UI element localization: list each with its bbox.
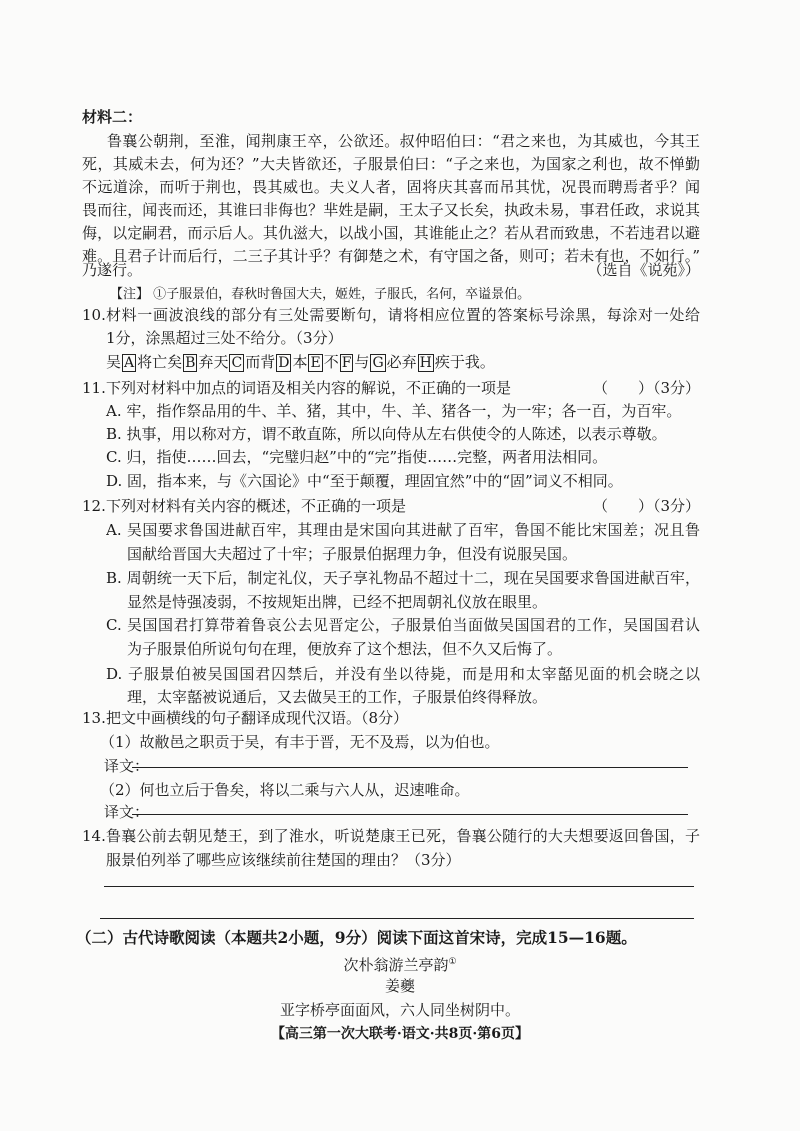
poem-line: 亚字桥亭面面风，六人同坐树阴中。 (279, 1001, 520, 1019)
page-footer: 【高三第一次大联考·语文·共8页·第6页】 (270, 1026, 530, 1042)
section-heading: （二）古代诗歌阅读（本题共2小题，9分）阅读下面这首宋诗，完成15—16题。 (76, 928, 637, 947)
answer-line-2[interactable] (100, 918, 694, 919)
poem-author: 姜夔 (384, 977, 415, 995)
answer-box-a[interactable]: A (124, 355, 135, 371)
answer-box-g[interactable]: G (372, 355, 384, 371)
passage-line: 不远道涂，而听于荆也，畏其威也。夫义人者，固将庆其喜而吊其忧，况畏而聘焉者乎？闻 (82, 178, 700, 196)
passage-line: 乃遂行。 (82, 261, 143, 279)
answer-line-2[interactable] (132, 814, 688, 815)
answer-box-c[interactable]: C (231, 355, 243, 371)
answer-box-h[interactable]: H (419, 355, 432, 371)
passage-line: 死，其威未去，何为还？”大夫皆欲还，子服景伯曰：“子之来也，为国家之利也，故不惮勤 (82, 155, 700, 173)
option-c-cont: 为子服景伯所说句句在理，便放弃了这个想法，但不久又后悔了。 (127, 640, 563, 658)
note: 【注】 ①子服景伯，春秋时鲁国大夫，姬姓，子服氏，名何，卒谥景伯。 (110, 287, 531, 302)
answer-line-1[interactable] (104, 886, 694, 887)
option-b-cont: 显然是恃强凌弱，不按规矩出牌，已经不把周朝礼仪放在眼里。 (127, 593, 548, 611)
question-stem: 1分，涂黑超过三处不给分。（3分） (106, 329, 343, 347)
option-c: C. 归，指使……回去，“完璧归赵”中的“完”指使……完整，两者用法相同。 (106, 448, 608, 466)
answer-label: 译文： (104, 757, 150, 775)
option-a-cont: 国献给晋国大夫超过了十牢；子服景伯据理力争，但没有说服吴国。 (127, 545, 578, 563)
passage-line: 侮，以定嗣君，而示后人。其仇滋大，以战小国，其谁能止之？若从君而致患，不若违君以避 (82, 224, 700, 242)
answer-blank[interactable]: （ ）（3分） (592, 379, 700, 397)
material-title: 材料二： (82, 108, 143, 126)
passage-line: 鲁襄公朝荆，至淮，闻荆康王卒，公欲还。叔仲昭伯曰：“君之来也，为其威也，今其王 (107, 132, 700, 150)
question-number: 10. (82, 306, 106, 324)
question-number: 14. (82, 827, 106, 845)
source: （选自《说苑》） (587, 261, 700, 279)
answer-label: 译文： (104, 803, 150, 821)
sentence-2: （2）何也立后于鲁矣，将以二乘与六人从，迟速唯命。 (100, 781, 470, 799)
answer-box-b[interactable]: B (185, 355, 196, 371)
passage-line: 难。且君子计而后行，二三子其计乎？有御楚之术，有守国之备，则可；若未有也，不如行。” (82, 247, 700, 265)
answer-box-d[interactable]: D (278, 355, 290, 371)
punctuation-sentence: 吴 A 将亡矣 B 弃天 C 而背 D 本 E 不 F 与 G 必弃 H 疾于我。 (106, 353, 495, 371)
question-stem: 鲁襄公前去朝见楚王，到了淮水，听说楚康王已死，鲁襄公随行的大夫想要返回鲁国，子 (106, 827, 700, 845)
question-number: 13. (82, 709, 106, 727)
question-number: 12. (82, 497, 106, 515)
poem-title: 次朴翁游兰亭韵① (343, 956, 457, 974)
answer-blank[interactable]: （ ）（3分） (592, 497, 700, 515)
question-stem: 服景伯列举了哪些应该继续前往楚国的理由？（3分） (106, 851, 461, 869)
option-a: A. 吴国要求鲁国进献百牢，其理由是宋国向其进献了百牢，鲁国不能比宋国差；况且鲁 (106, 521, 700, 539)
option-d: D. 子服景伯被吴国国君囚禁后，并没有坐以待毙，而是用和太宰嚭见面的机会晓之以 (106, 665, 700, 683)
answer-box-f[interactable]: F (341, 355, 352, 371)
option-b: B. 周朝统一天下后，制定礼仪，天子享礼物品不超过十二，现在吴国要求鲁国进献百牢， (106, 569, 700, 587)
option-a: A. 牢，指作祭品用的牛、羊、猪，其中，牛、羊、猪各一，为一牢；各一百，为百牢。 (106, 402, 682, 420)
question-stem: 把文中画横线的句子翻译成现代汉语。（8分） (106, 709, 409, 727)
option-d: D. 固，指本来，与《六国论》中“至于颠覆，理固宜然”中的“固”词义不相同。 (106, 472, 623, 490)
question-stem: 下列对材料有关内容的概述，不正确的一项是 (106, 497, 407, 515)
answer-line-1[interactable] (132, 767, 688, 768)
sentence-1: （1）故敝邑之职贡于吴，有丰于晋，无不及焉，以为伯也。 (100, 733, 500, 751)
answer-box-e[interactable]: E (310, 355, 321, 371)
question-number: 11. (82, 379, 106, 397)
option-b: B. 执事，用以称对方，谓不敢直陈，所以向侍从左右供使令的人陈述，以表示尊敬。 (106, 425, 667, 443)
question-stem: 材料一画波浪线的部分有三处需要断句，请将相应位置的答案标号涂黑，每涂对一处给 (106, 306, 700, 324)
passage-line: 畏而往，闻丧而还，其谁曰非侮也？芈姓是嗣，王太子又长矣，执政未易，事君任政，求说其 (82, 201, 700, 219)
option-d-cont: 理，太宰嚭被说通后，又去做吴王的工作，子服景伯终得释放。 (127, 688, 548, 706)
option-c: C. 吴国国君打算带着鲁哀公去见晋定公，子服景伯当面做吴国国君的工作，吴国国君认 (106, 616, 700, 634)
question-stem: 下列对材料中加点的词语及相关内容的解说，不正确的一项是 (106, 379, 512, 397)
